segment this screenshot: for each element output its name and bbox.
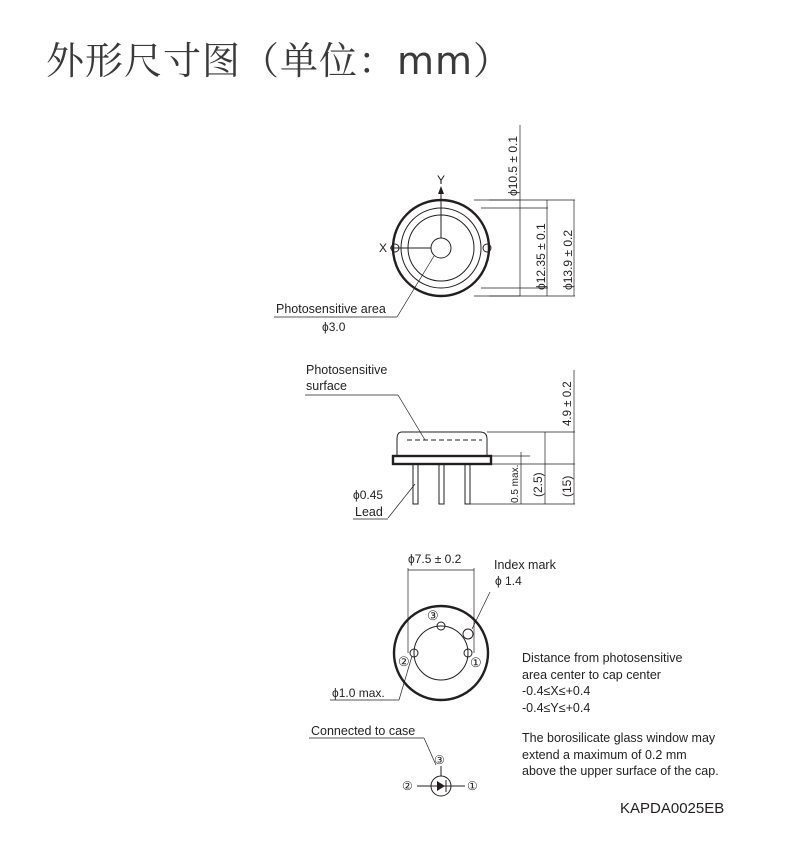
pin-dim: ϕ1.0 max. xyxy=(332,686,385,700)
dim-height-text: 4.9 ± 0.2 xyxy=(562,381,574,426)
pin-1-label: ① xyxy=(470,655,482,670)
schematic-pin-2: ② xyxy=(402,779,413,793)
flange xyxy=(393,456,491,464)
lead-dim: ϕ0.45 xyxy=(353,488,384,502)
surface-label-line-2: surface xyxy=(306,379,347,393)
index-leader xyxy=(472,592,490,629)
pin-circle xyxy=(414,626,468,680)
diode-symbol xyxy=(437,781,445,791)
area-label: Photosensitive area xyxy=(276,302,386,316)
lead xyxy=(439,464,444,504)
schematic-pin-1: ① xyxy=(467,779,478,793)
x-axis-label: X xyxy=(379,241,388,255)
lead-label: Lead xyxy=(355,505,383,519)
dim-flange-text: ϕ13.9 ± 0.2 xyxy=(561,229,575,290)
surface-label-line-1: Photosensitive xyxy=(306,363,388,377)
schematic-label: Connected to case xyxy=(311,724,416,738)
index-label: Index mark xyxy=(494,558,556,572)
y-axis-label: Y xyxy=(437,173,446,187)
pin-schematic xyxy=(309,724,478,796)
dim-lead-length-text: (15) xyxy=(560,475,574,497)
schematic-pin-3: ③ xyxy=(434,753,445,767)
top-view xyxy=(274,125,575,334)
lead-leader xyxy=(388,484,415,518)
lead xyxy=(413,464,418,504)
dim-cap-text: ϕ12.35 ± 0.1 xyxy=(534,223,548,290)
dim-offset-text: (2.5) xyxy=(531,472,545,497)
drawing-code: KAPDA0025EB xyxy=(620,800,725,817)
dim-window-text: ϕ10.5 ± 0.1 xyxy=(506,135,520,196)
index-mark xyxy=(463,629,473,639)
distance-note: Distance from photosensitive area center to cap center -0.4≤X≤+0.4 -0.4≤Y≤+0.4 xyxy=(522,651,683,715)
page-title: 外形尺寸图（单位：mm） xyxy=(46,39,513,83)
dim-flange-text: 0.5 max. xyxy=(510,464,521,503)
side-view xyxy=(305,363,575,519)
surface-leader xyxy=(398,395,425,440)
y-axis-arrow xyxy=(438,186,444,194)
photosensitive-area-circle xyxy=(431,238,451,258)
pitch-dim: ϕ7.5 ± 0.2 xyxy=(408,552,462,566)
window-note: The borosilicate glass window may extend a maximum of 0.2 mm above the upper surface of the cap. xyxy=(522,731,719,778)
area-dim: ϕ3.0 xyxy=(322,320,346,334)
pin-3-label: ③ xyxy=(427,608,439,623)
cap-body xyxy=(397,432,487,456)
lead xyxy=(465,464,470,504)
index-dim: ϕ 1.4 xyxy=(495,574,522,588)
pin-2-label: ② xyxy=(398,654,410,669)
